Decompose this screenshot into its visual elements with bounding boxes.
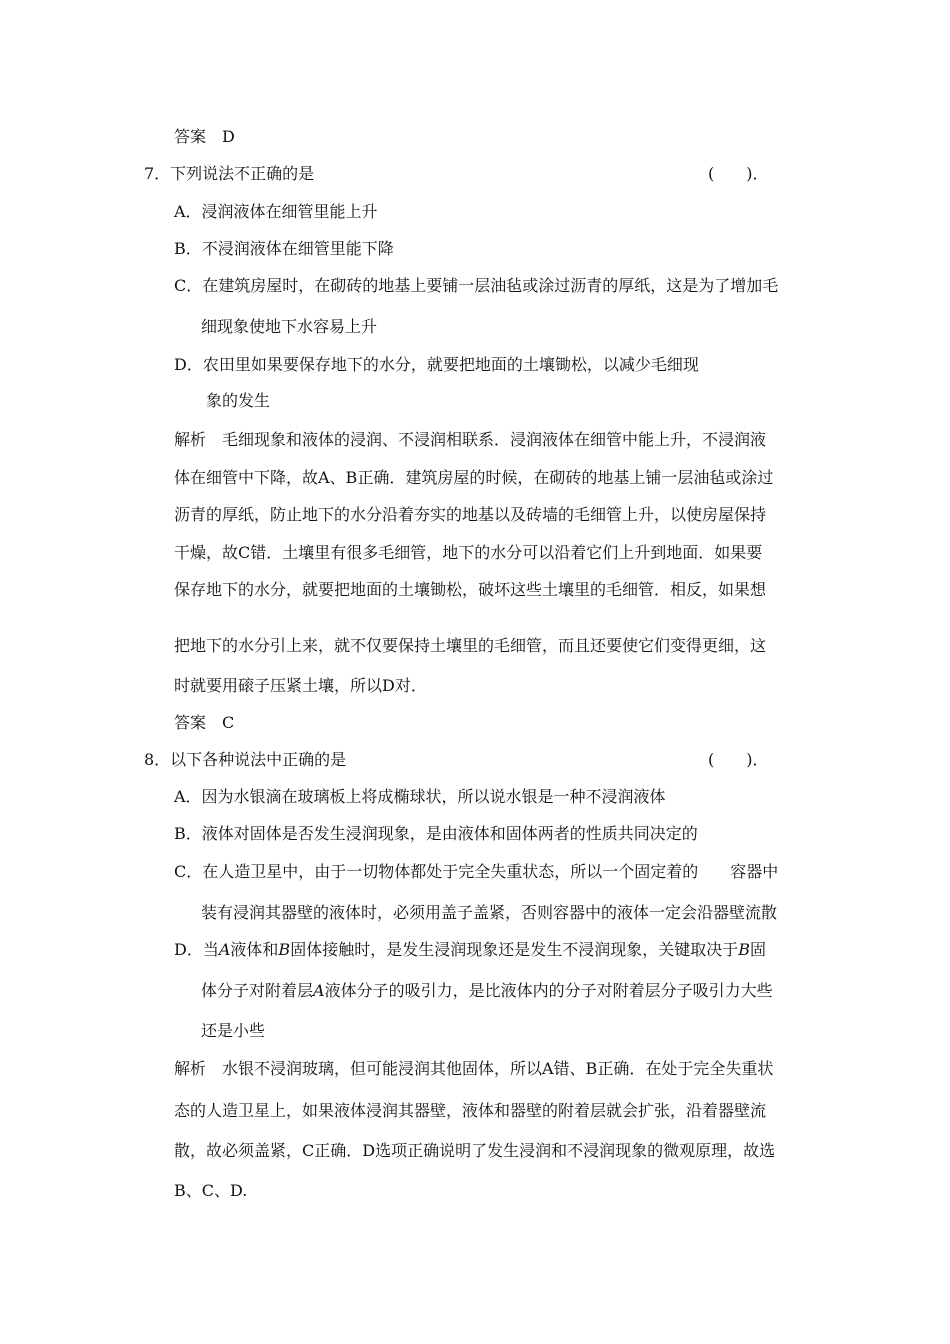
q8-option-d-text: 液体和: [230, 940, 279, 959]
q8-stem: 8．以下各种说法中正确的是: [144, 750, 347, 769]
q8-explanation-line: 态的人造卫星上，如果液体浸润其器壁，液体和器壁的附着层就会扩张，沿着器壁流: [174, 1101, 767, 1120]
q8-option-b: B．液体对固体是否发生浸润现象，是由液体和固体两者的性质共同决定的: [174, 824, 698, 843]
q7-option-d: D．农田里如果要保存地下的水分，就要把地面的土壤锄松，以减少毛细现: [174, 355, 699, 374]
q8-option-d-text: 液体分子的吸引力，是比液体内的分子对附着层分子吸引力大些: [324, 981, 773, 1000]
q8-explanation-line: 解析 水银不浸润玻璃，但可能浸润其他固体，所以A错、B正确．在处于完全失重状: [174, 1059, 774, 1078]
q7-explanation-line: 干燥，故C错．土壤里有很多毛细管，地下的水分可以沿着它们上升到地面．如果要: [174, 543, 763, 562]
q7-explanation-line: 体在细管中下降，故A、B正确．建筑房屋的时候，在砌砖的地基上铺一层油毡或涂过: [174, 468, 774, 487]
q7-option-b: B．不浸润液体在细管里能下降: [174, 239, 394, 258]
q7-paren: ( )．: [708, 164, 769, 183]
q8-option-c: C．在人造卫星中，由于一切物体都处于完全失重状态，所以一个固定着的 容器中: [174, 862, 779, 881]
q7-option-c-cont: 细现象使地下水容易上升: [201, 317, 378, 336]
q8-option-c-cont: 装有浸润其器壁的液体时，必须用盖子盖紧，否则容器中的液体一定会沿器壁流散: [201, 903, 778, 922]
q7-explanation-line: 沥青的厚纸，防止地下的水分沿着夯实的地基以及砖墙的毛细管上升，以使房屋保持: [174, 505, 767, 524]
q7-explanation-line: 把地下的水分引上来，就不仅要保持土壤里的毛细管，而且还要使它们变得更细，这: [174, 636, 767, 655]
q8-explanation-line: 散，故必须盖紧，C正确．D选项正确说明了发生浸润和不浸润现象的微观原理，故选: [174, 1141, 776, 1160]
q6-answer: 答案 D: [174, 127, 235, 146]
q8-option-d-text: 固: [749, 940, 766, 959]
q8-option-a: A．因为水银滴在玻璃板上将成椭球状，所以说水银是一种不浸润液体: [174, 787, 666, 806]
variable-a: A: [218, 940, 231, 959]
q7-explanation-line: 保存地下的水分，就要把地面的土壤锄松，破坏这些土壤里的毛细管．相反，如果想: [174, 580, 767, 599]
q8-option-d: [174, 940, 766, 960]
q7-stem: 7．下列说法不正确的是: [144, 164, 315, 183]
q7-option-d-cont: 象的发生: [206, 391, 271, 410]
q8-option-d-text: 固体接触时，是发生浸润现象还是发生不浸润现象，关键取决于: [290, 940, 739, 959]
q7-explanation-line: 时就要用磙子压紧土壤，所以D对．: [174, 676, 427, 695]
q7-explanation-line: 解析 毛细现象和液体的浸润、不浸润相联系．浸润液体在细管中能上升，不浸润液: [174, 430, 767, 449]
variable-b: B: [278, 940, 291, 959]
q8-explanation-line: B、C、D.: [174, 1181, 248, 1200]
q8-paren: ( )．: [708, 750, 769, 769]
variable-a: A: [313, 981, 325, 1000]
q7-option-c: C．在建筑房屋时，在砌砖的地基上要铺一层油毡或涂过沥青的厚纸，这是为了增加毛: [174, 276, 779, 295]
q7-answer: 答案 C: [174, 713, 235, 732]
q8-option-d-text: 体分子对附着层: [201, 981, 314, 1000]
q8-option-d-text: D．当: [174, 940, 219, 959]
q7-option-a: A．浸润液体在细管里能上升: [174, 202, 378, 221]
q8-option-d-cont: 还是小些: [201, 1021, 266, 1040]
variable-b: B: [738, 940, 750, 959]
q8-option-d-cont: [201, 981, 773, 1001]
